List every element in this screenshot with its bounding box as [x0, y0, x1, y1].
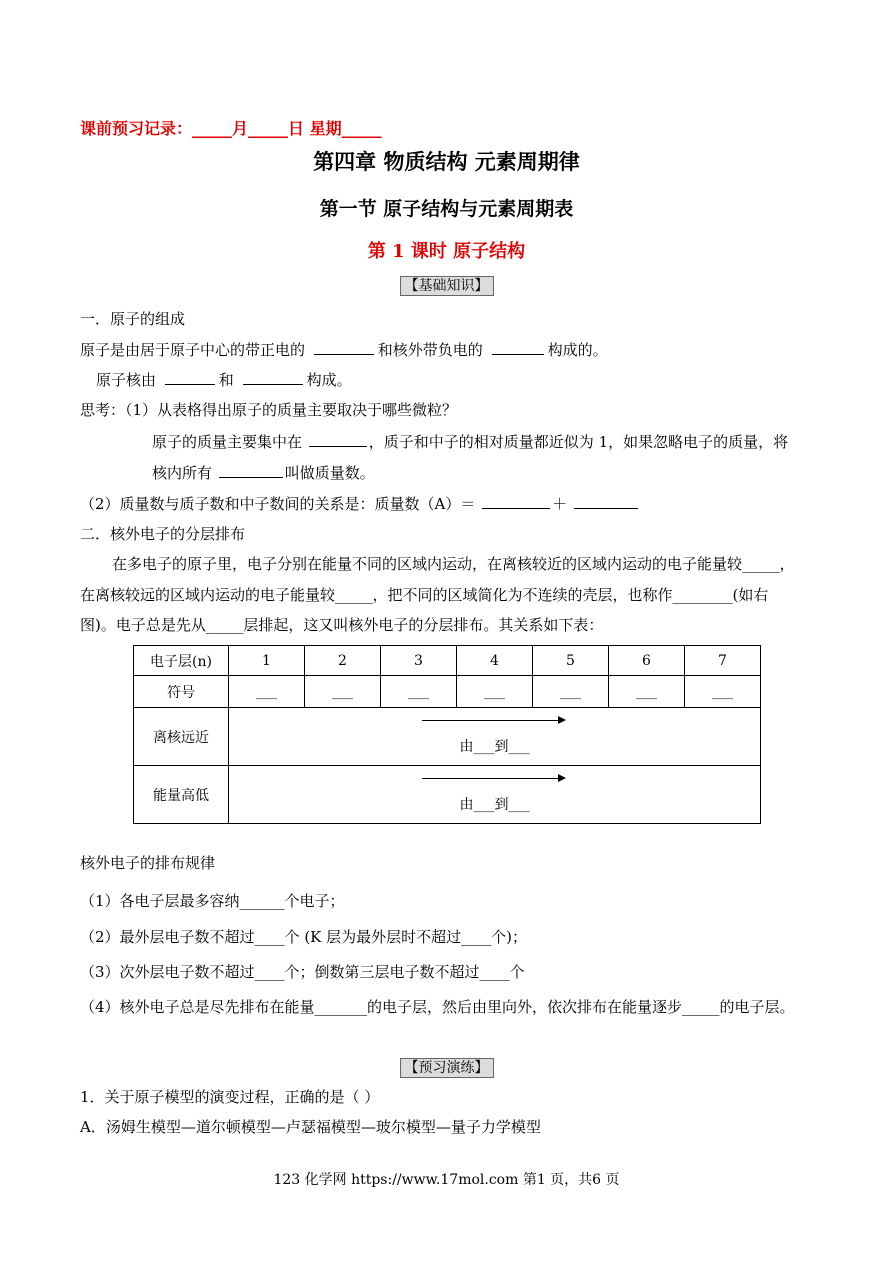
text-segment: 原子是由居于原子中心的带正电的 — [80, 341, 306, 359]
lesson-title: 第 1 课时 原子结构 — [367, 241, 526, 262]
distance-header-cell: 离核远近 — [134, 708, 229, 766]
symbol-cell[interactable]: ___ — [685, 676, 761, 708]
blank-neutrons[interactable] — [243, 370, 303, 385]
section-title: 第一节 原子结构与元素周期表 — [319, 198, 574, 220]
energy-text: 由___到___ — [459, 797, 530, 813]
shell-paragraph-line3: 图)。电子总是先从_____层排起，这又叫核外电子的分层排布。其关系如下表： — [80, 616, 604, 634]
symbol-header-cell: 符号 — [134, 676, 229, 708]
text-segment: 核内所有 — [152, 464, 213, 482]
blank-mass-center[interactable] — [309, 432, 367, 447]
question-1: 1．关于原子模型的演变过程，正确的是（ ） — [80, 1088, 380, 1106]
layer-cell: 2 — [305, 646, 381, 676]
layer-cell: 6 — [609, 646, 685, 676]
energy-header-cell: 能量高低 — [134, 766, 229, 824]
think-question: 思考：（1）从表格得出原子的质量主要取决于哪些微粒？ — [80, 401, 458, 419]
symbol-cell[interactable]: ___ — [229, 676, 305, 708]
layer-header-cell: 电子层(n) — [134, 646, 229, 676]
table-row — [134, 646, 761, 676]
table-row — [134, 708, 761, 766]
distance-cell — [229, 708, 761, 766]
layer-cell: 1 — [229, 646, 305, 676]
chapter-title: 第四章 物质结构 元素周期律 — [313, 149, 580, 174]
heading-atom-composition: 一．原子的组成 — [80, 310, 186, 328]
symbol-cell[interactable]: ___ — [609, 676, 685, 708]
text-segment: 原子的质量主要集中在 — [152, 433, 303, 451]
think-answer-line2 — [152, 462, 375, 483]
distance-arrow-line — [422, 720, 560, 721]
layer-cell: 7 — [685, 646, 761, 676]
symbol-cell[interactable]: ___ — [381, 676, 457, 708]
heading-electron-shells: 二．核外电子的分层排布 — [80, 525, 246, 543]
option-a[interactable]: A．汤姆生模型—道尔顿模型—卢瑟福模型—玻尔模型—量子力学模型 — [80, 1118, 541, 1136]
practice-tag — [0, 1057, 893, 1077]
text-segment: ，质子和中子的相对质量都近似为 1，如果忽略电子的质量，将 — [368, 433, 789, 451]
shell-paragraph-line1: 在多电子的原子里，电子分别在能量不同的区域内运动，在离核较近的区域内运动的电子能量较_____， — [112, 555, 795, 573]
think-answer-line1 — [152, 431, 788, 452]
text-segment: ＋ — [552, 495, 568, 513]
text-segment: 构成。 — [306, 371, 352, 389]
layer-cell: 3 — [381, 646, 457, 676]
text-segment: 构成的。 — [547, 341, 608, 359]
table-row — [134, 766, 761, 824]
text-segment: 和核外带负电的 — [377, 341, 483, 359]
symbol-cell[interactable]: ___ — [533, 676, 609, 708]
shell-paragraph-line2: 在离核较远的区域内运动的电子能量较_____，把不同的区域简化为不连续的壳层，也称作________(如右 — [80, 586, 769, 604]
energy-arrow-line — [422, 778, 560, 779]
distance-text: 由___到___ — [459, 739, 530, 755]
electron-shell-table — [133, 645, 761, 824]
layer-cell: 4 — [457, 646, 533, 676]
basics-tag-label: 【基础知识】 — [400, 276, 494, 296]
arrow-right-icon — [558, 716, 566, 724]
blank-mass-number[interactable] — [219, 463, 283, 478]
atom-composition-line — [80, 339, 608, 360]
text-segment: （2）质量数与质子数和中子数间的关系是：质量数（A）＝ — [80, 495, 476, 513]
text-segment: 原子核由 — [96, 371, 157, 389]
mass-number-relation — [80, 493, 640, 514]
basics-tag — [0, 275, 893, 295]
practice-tag-label: 【预习演练】 — [400, 1058, 494, 1078]
blank-electrons[interactable] — [492, 340, 544, 355]
page-footer: 123 化学网 https://www.17mol.com 第1 页，共6 页 — [273, 1172, 620, 1188]
text-segment: 叫做质量数。 — [284, 464, 375, 482]
blank-nucleus[interactable] — [314, 340, 374, 355]
energy-cell — [229, 766, 761, 824]
rule-4: （4）核外电子总是尽先排布在能量_______的电子层，然后由里向外，依次排布在能量逐步_____的电子层。 — [80, 998, 795, 1016]
blank-protons[interactable] — [165, 370, 215, 385]
rules-title: 核外电子的排布规律 — [80, 854, 216, 872]
text-segment: 和 — [218, 371, 234, 389]
blank-relation-2[interactable] — [574, 494, 638, 509]
symbol-cell[interactable]: ___ — [305, 676, 381, 708]
layer-cell: 5 — [533, 646, 609, 676]
rule-3: （3）次外层电子数不超过____个；倒数第三层电子数不超过____个 — [80, 963, 525, 981]
symbol-cell[interactable]: ___ — [457, 676, 533, 708]
rule-1: （1）各电子层最多容纳______个电子； — [80, 892, 345, 910]
table-row — [134, 676, 761, 708]
arrow-right-icon — [558, 774, 566, 782]
preview-record-line: 课前预习记录：_____月_____日 星期_____ — [80, 119, 382, 138]
blank-relation-1[interactable] — [482, 494, 550, 509]
rule-2: （2）最外层电子数不超过____个 (K 层为最外层时不超过____个)； — [80, 928, 527, 946]
nucleus-composition-line — [96, 369, 352, 390]
